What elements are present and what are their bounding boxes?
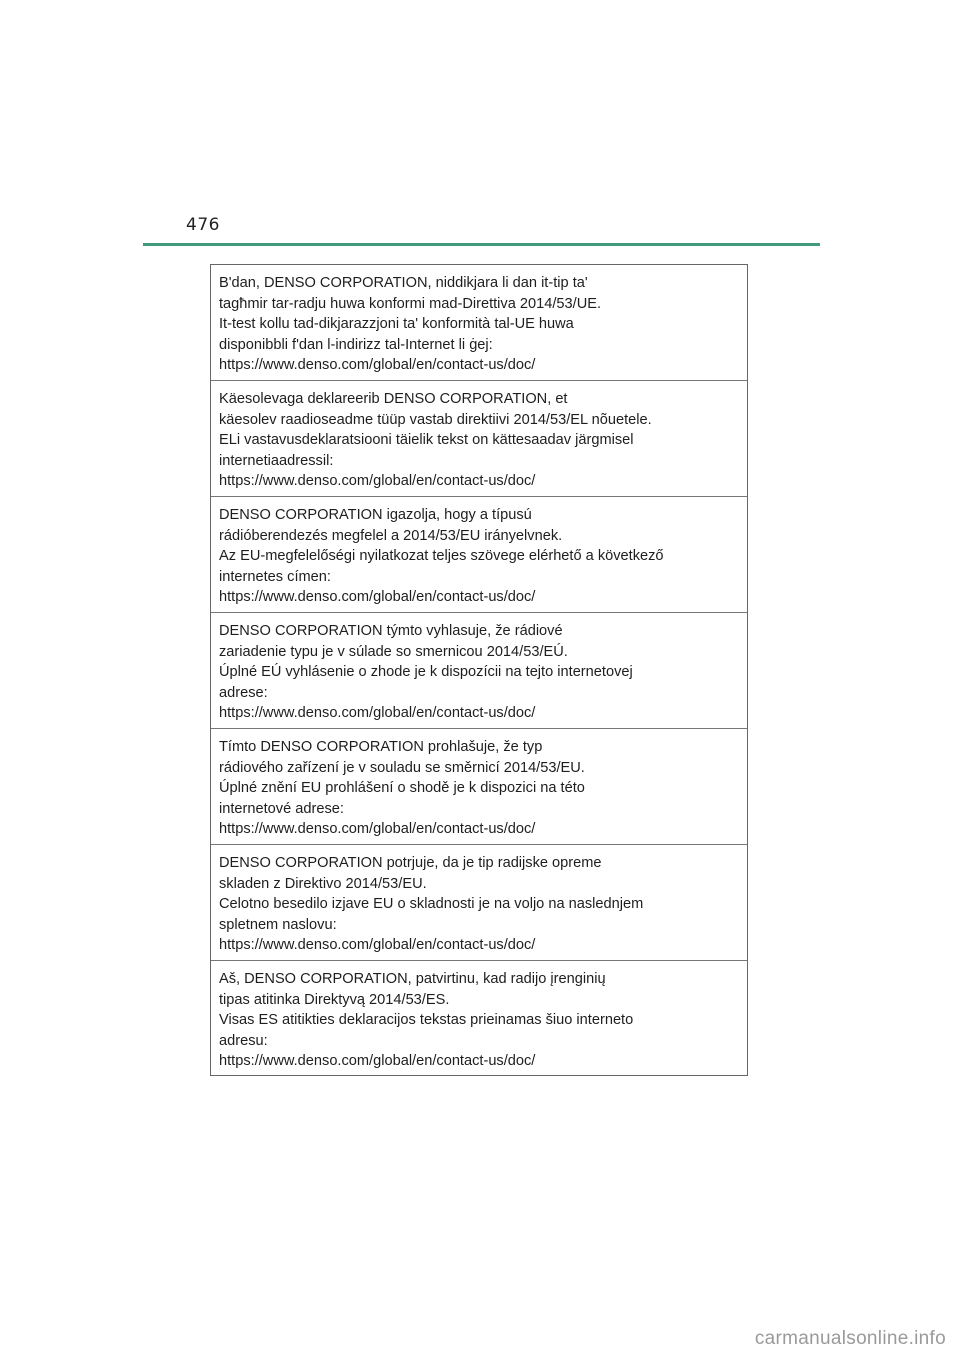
declaration-text: Celotno besedilo izjave EU o skladnosti je na voljo na naslednjem bbox=[219, 896, 644, 912]
declaration-text: internetové adrese: bbox=[219, 800, 344, 817]
declaration-text: adrese: bbox=[219, 684, 268, 701]
declaration-text: DENSO CORPORATION potrjuje, da je tip radijske opreme bbox=[219, 855, 602, 871]
declaration-text: Visas ES atitikties deklaracijos tekstas prieinamas šiuo interneto bbox=[219, 1012, 634, 1028]
declaration-cell-slovenian bbox=[211, 845, 747, 961]
page-number: 476 bbox=[186, 215, 220, 235]
declaration-text: ELi vastavusdeklaratsiooni täielik tekst on kättesaadav järgmisel bbox=[219, 432, 634, 448]
declaration-cell-lithuanian bbox=[211, 961, 747, 1075]
declaration-text: käesolev raadioseadme tüüp vastab direktiivi 2014/53/EL nõuetele. bbox=[219, 411, 652, 428]
declaration-text: Úplné EÚ vyhlásenie o zhode je k dispozícii na tejto internetovej bbox=[219, 664, 633, 680]
declaration-text: rádióberendezés megfelel a 2014/53/EU irányelvnek. bbox=[219, 527, 563, 544]
declaration-text: zariadenie typu je v súlade so smernicou 2014/53/EÚ. bbox=[219, 643, 568, 660]
declaration-url: https://www.denso.com/global/en/contact-us/doc/ bbox=[219, 589, 536, 605]
site-watermark: carmanualsonline.info bbox=[754, 1328, 946, 1349]
declaration-url: https://www.denso.com/global/en/contact-us/doc/ bbox=[219, 821, 536, 837]
declaration-cell-hungarian bbox=[211, 497, 747, 613]
declaration-text: It-test kollu tad-dikjarazzjoni ta' konformità tal-UE huwa bbox=[219, 316, 574, 332]
declaration-text: tipas atitinka Direktyvą 2014/53/ES. bbox=[219, 991, 450, 1008]
declaration-text: DENSO CORPORATION igazolja, hogy a típusú bbox=[219, 507, 532, 523]
declaration-text: spletnem naslovu: bbox=[219, 916, 337, 933]
declaration-text: Tímto DENSO CORPORATION prohlašuje, že typ bbox=[219, 739, 543, 755]
declaration-cell-czech bbox=[211, 729, 747, 845]
declaration-cell-slovak bbox=[211, 613, 747, 729]
declaration-text: adresu: bbox=[219, 1032, 268, 1049]
declaration-text: Käesolevaga deklareerib DENSO CORPORATION, et bbox=[219, 391, 568, 407]
declaration-cell-estonian bbox=[211, 381, 747, 497]
declaration-text: Aš, DENSO CORPORATION, patvirtinu, kad radijo įrenginių bbox=[219, 971, 606, 987]
declaration-text: skladen z Direktivo 2014/53/EU. bbox=[219, 875, 427, 892]
header-rule bbox=[143, 243, 820, 246]
declaration-text: Úplné znění EU prohlášení o shodě je k dispozici na této bbox=[219, 780, 585, 796]
declarations-table bbox=[210, 264, 748, 1076]
declaration-url: https://www.denso.com/global/en/contact-us/doc/ bbox=[219, 705, 536, 721]
declaration-text: DENSO CORPORATION týmto vyhlasuje, že rádiové bbox=[219, 623, 563, 639]
declaration-text: tagħmir tar-radju huwa konformi mad-Direttiva 2014/53/UE. bbox=[219, 295, 602, 312]
declaration-text: B'dan, DENSO CORPORATION, niddikjara li dan it-tip ta' bbox=[219, 275, 588, 291]
declaration-text: Az EU-megfelelőségi nyilatkozat teljes szövege elérhető a következő bbox=[219, 548, 664, 564]
declaration-text: internetiaadressil: bbox=[219, 452, 334, 469]
declaration-url: https://www.denso.com/global/en/contact-us/doc/ bbox=[219, 1053, 536, 1069]
declaration-text: rádiového zařízení je v souladu se směrnicí 2014/53/EU. bbox=[219, 759, 585, 776]
declaration-url: https://www.denso.com/global/en/contact-us/doc/ bbox=[219, 357, 536, 373]
declaration-url: https://www.denso.com/global/en/contact-us/doc/ bbox=[219, 937, 536, 953]
declaration-url: https://www.denso.com/global/en/contact-us/doc/ bbox=[219, 473, 536, 489]
declaration-text: internetes címen: bbox=[219, 568, 331, 585]
declaration-text: disponibbli f'dan l-indirizz tal-Internet li ġej: bbox=[219, 336, 493, 353]
declaration-cell-maltese bbox=[211, 265, 747, 381]
